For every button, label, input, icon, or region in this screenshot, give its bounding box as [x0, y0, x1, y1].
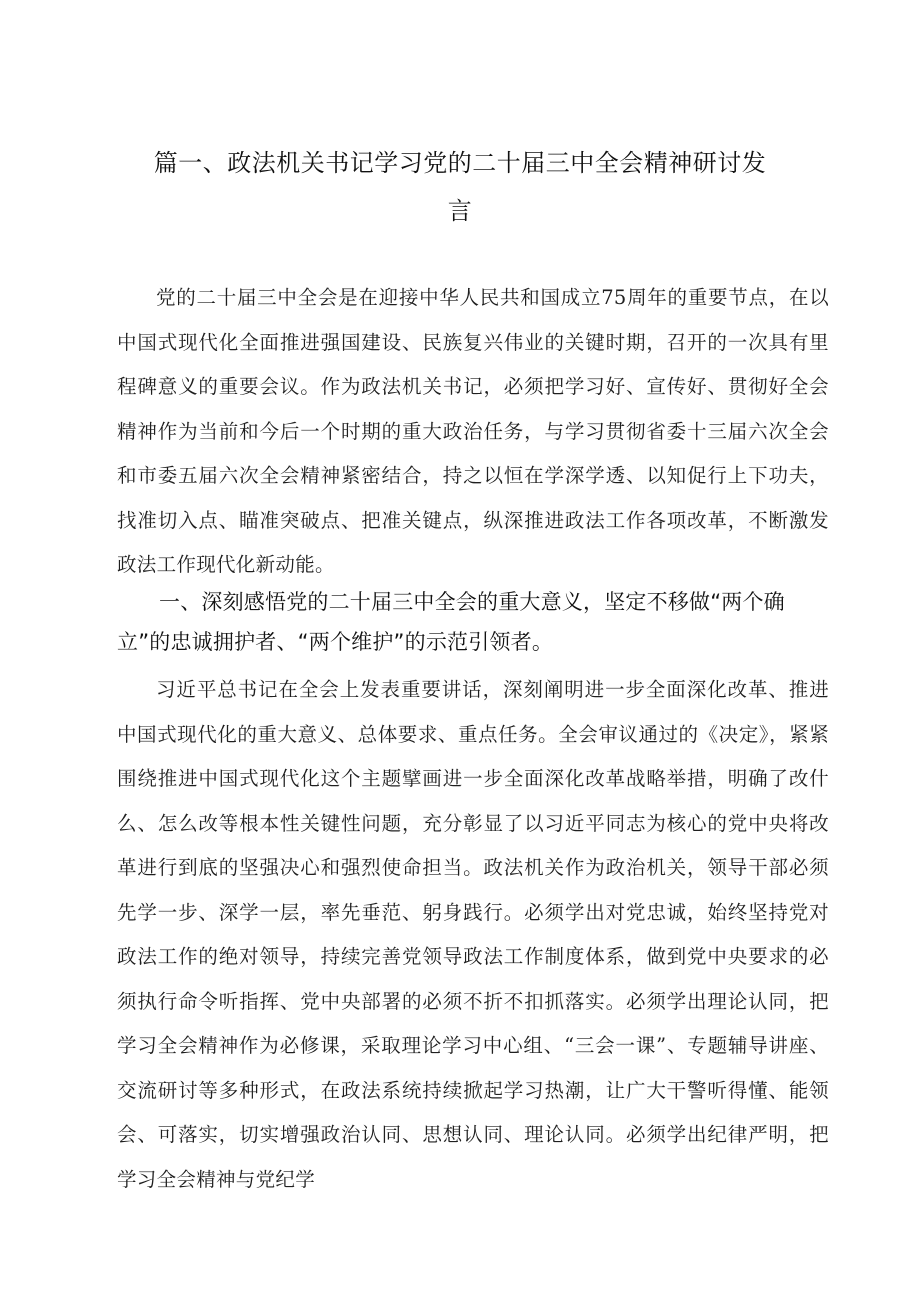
document-title-line-2: 言: [447, 197, 473, 225]
section-1-paragraph: 习近平总书记在全会上发表重要讲话，深刻阐明进一步全面深化改革、推进中国式现代化的重大意义、总体要求、重点任务。全会审议通过的《决定》，紧紧围绕推进中国式现代化这个主题擘画进一步全面深化改革战略举措，明确了改什么、怎么改等根本性关键性问题，充分彰显了以习近平同志为核心的党中央将改革进行到底的坚强决心和强烈使命担当。政法机关作为政治机关，领导干部必须先学一步、深学一层，率先垂范、躬身践行。必须学出对党忠诚，始终坚持党对政法工作的绝对领导，持续完善党领导政法工作制度体系，做到党中央要求的必须执行命令听指挥、党中央部署的必须不折不扣抓落实。必须学出理论认同，把学习全会精神作为必修课，采取理论学习中心组、“三会一课”、专题辅导讲座、交流研讨等多种形式，在政法系统持续掀起学习热潮，让广大干警听得懂、能领会、可落实，切实增强政治认同、思想认同、理论认同。必须学出纪律严明，把学习全会精神与党纪学: [117, 678, 829, 1191]
intro-paragraph: 党的二十届三中全会是在迎接中华人民共和国成立75周年的重要节点，在以中国式现代化全面推进强国建设、民族复兴伟业的关键时期，召开的一次具有里程碑意义的重要会议。作为政法机关书记，必须把学习好、宣传好、贯彻好全会精神作为当前和今后一个时期的重大政治任务，与学习贯彻省委十三届六次全会和市委五届六次全会精神紧密结合，持之以恒在学深学透、以知促行上下功夫，找准切入点、瞄准突破点、把准关键点，纵深推进政法工作各项改革，不断激发政法工作现代化新动能。: [117, 286, 829, 576]
document-title-line-1: 篇一、政法机关书记学习党的二十届三中全会精神研讨发: [153, 149, 767, 177]
section-heading-1: 一、深刻感悟党的二十届三中全会的重大意义，坚定不移做“两个确立”的忠诚拥护者、“两个维护”的示范引领者。: [117, 590, 785, 654]
